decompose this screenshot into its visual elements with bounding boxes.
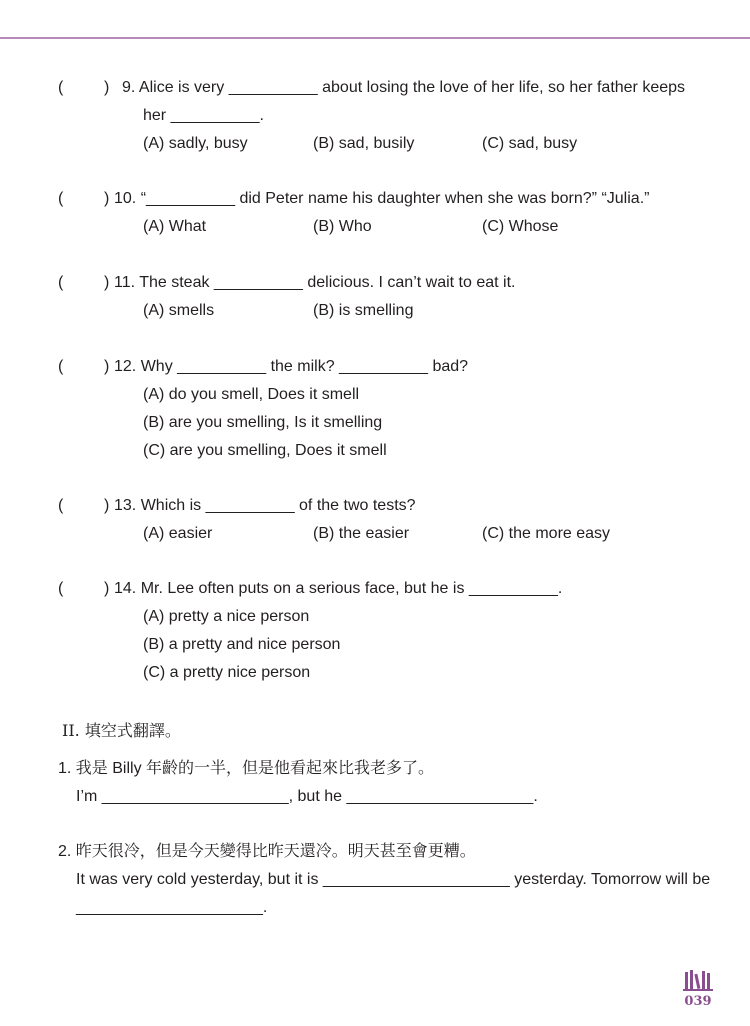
answer-paren-open: ( [58,497,64,514]
answer-paren-open: ( [58,190,64,207]
question-number: 13. [114,497,137,514]
question-text: Why __________ the milk? __________ bad? [140,358,469,375]
question-number: 11. [114,274,136,291]
question-number: 14. [114,580,137,597]
option-b: (B) is smelling [313,302,414,319]
answer-paren-close: ) [104,358,110,375]
option-a: (A) smells [143,302,215,319]
option-c: (C) sad, busy [482,135,578,152]
option-b: (B) a pretty and nice person [143,636,341,653]
translation-2-english: It was very cold yesterday, but it is _____________________ yesterday. Tomorrow will be [76,871,711,888]
option-c: (C) are you smelling, Does it smell [143,442,387,459]
answer-paren-open: ( [58,580,64,597]
option-b: (B) sad, busily [313,135,415,152]
books-logo-icon [681,968,715,994]
translation-2-chinese: 2. 昨天很冷，但是今天變得比昨天還冷。明天甚至會更糟。 [58,843,476,860]
top-divider [0,37,750,39]
option-a: (A) sadly, busy [143,135,248,152]
answer-paren-close: ) [104,497,110,514]
question-number: 9. [122,79,136,96]
question-number: 10. [114,190,137,207]
page-number: 039 [684,994,712,1009]
option-a: (A) pretty a nice person [143,608,310,625]
question-stem [114,189,649,209]
question-stem [114,496,416,516]
answer-paren-open: ( [58,358,64,375]
translation-1-english: I’m _____________________, but he _____________________. [76,788,538,805]
question-stem [122,78,685,98]
translation-2-english-continued: _____________________. [76,899,268,916]
question-text: The steak __________ delicious. I can’t wait to eat it. [139,274,516,291]
answer-paren-open: ( [58,274,64,291]
answer-paren-close: ) [104,190,110,207]
option-a: (A) What [143,218,207,235]
answer-paren-close: ) [104,580,110,597]
option-b: (B) the easier [313,525,410,542]
question-text: Alice is very __________ about losing the love of her life, so her father keeps [138,79,686,96]
answer-paren-close: ) [104,79,110,96]
section-heading: II. 填空式翻譯。 [62,721,181,740]
option-a: (A) do you smell, Does it smell [143,386,360,403]
answer-paren-close: ) [104,274,110,291]
question-stem [114,579,562,599]
question-text-continued: her __________. [143,107,264,124]
question-text: Mr. Lee often puts on a serious face, but he is __________. [140,580,563,597]
option-b: (B) are you smelling, Is it smelling [143,414,383,431]
question-number: 12. [114,358,137,375]
answer-paren-open: ( [58,79,64,96]
option-c: (C) a pretty nice person [143,664,311,681]
option-b: (B) Who [313,218,372,235]
question-text: Which is __________ of the two tests? [140,497,416,514]
option-a: (A) easier [143,525,213,542]
question-text: “__________ did Peter name his daughter when she was born?” “Julia.” [140,190,650,207]
option-c: (C) the more easy [482,525,611,542]
translation-1-chinese: 1. 我是 Billy 年齡的一半，但是他看起來比我老多了。 [58,760,435,777]
question-stem [114,273,515,293]
option-c: (C) Whose [482,218,559,235]
question-stem [114,357,468,377]
